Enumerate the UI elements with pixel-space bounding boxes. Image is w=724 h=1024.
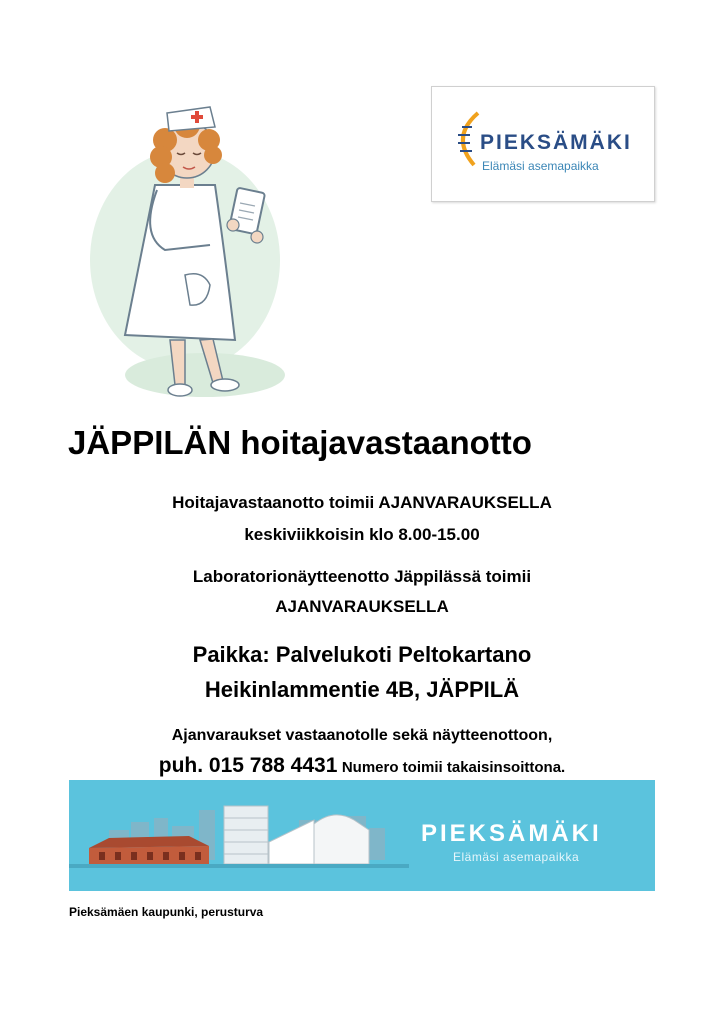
banner-slogan: Elämäsi asemapaikka — [453, 850, 580, 864]
logo-slogan: Elämäsi asemapaikka — [482, 159, 599, 173]
location-address: Heikinlammentie 4B, JÄPPILÄ — [204, 677, 520, 702]
info-line-3: Laboratorionäytteenotto Jäppilässä toimii — [192, 567, 532, 586]
city-banner — [69, 780, 655, 891]
logo-arc-icon — [448, 109, 482, 169]
page-title: JÄPPILÄN hoitajavastaanotto — [68, 424, 532, 461]
pieksamaki-logo — [431, 86, 655, 202]
logo-name: PIEKSÄMÄKI — [480, 131, 632, 154]
contact-intro: Ajanvaraukset vastaanotolle sekä näytteenottoon, — [171, 727, 553, 744]
location-place: Paikka: Palvelukoti Peltokartano — [192, 642, 532, 667]
info-line-1: Hoitajavastaanotto toimii AJANVARAUKSELLA — [172, 493, 552, 512]
nurse-illustration — [85, 85, 305, 407]
phone-note: Numero toimii takaisinsoittona. — [341, 759, 566, 776]
contact-line — [0, 754, 724, 778]
phone-number: puh. 015 788 4431 — [158, 754, 338, 777]
info-line-4: AJANVARAUKSELLA — [275, 597, 449, 616]
city-skyline-illustration — [69, 780, 409, 891]
footer-text: Pieksämäen kaupunki, perusturva — [69, 905, 264, 919]
banner-name: PIEKSÄMÄKI — [421, 820, 602, 847]
info-line-2: keskiviikkoisin klo 8.00-15.00 — [244, 525, 480, 544]
